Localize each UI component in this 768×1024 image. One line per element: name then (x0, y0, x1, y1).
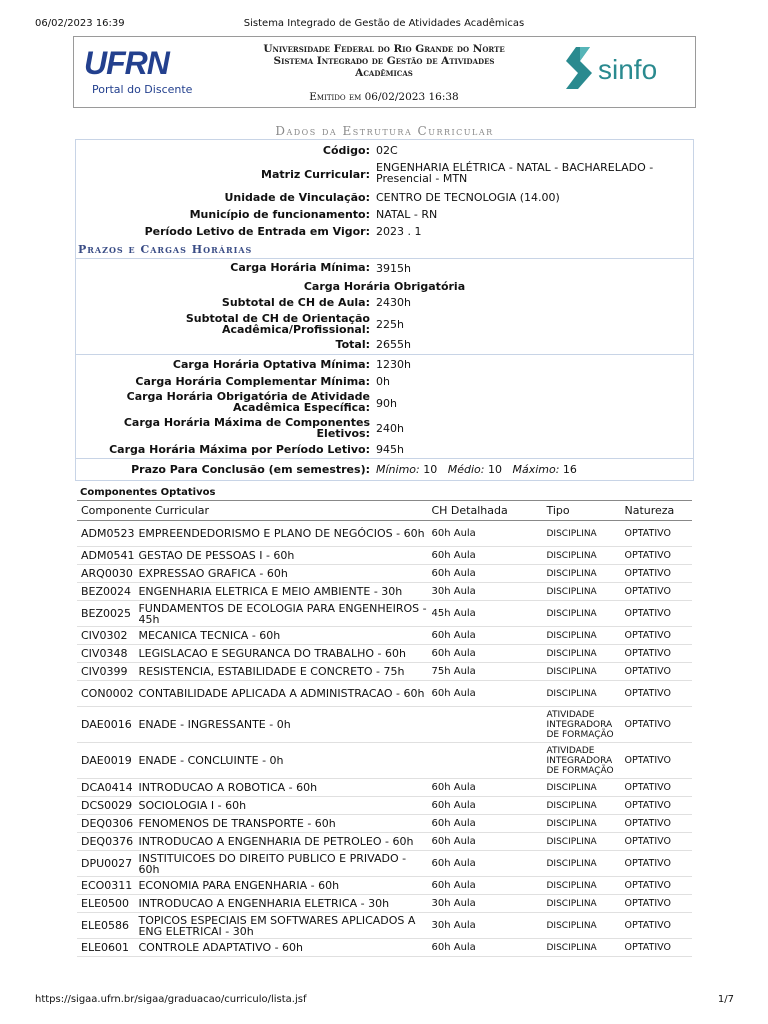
print-header (0, 14, 768, 34)
subtotal-orient-value: 225h (376, 318, 404, 331)
prazo-block (75, 459, 694, 481)
componentes-title: Componentes Optativos (80, 487, 216, 498)
prazo-med-value: 10 (487, 463, 502, 476)
component-name: SOCIOLOGIA I - 60h (134, 797, 427, 815)
emission-date (224, 91, 544, 103)
component-ch: 30h Aula (427, 583, 542, 601)
max-periodo-value: 945h (376, 443, 404, 456)
institution-line-2: Sistema Integrado de Gestão de Atividades (273, 55, 495, 67)
ch-minima-label: Carga Horária Mínima: (230, 261, 370, 274)
component-natureza: OPTATIVO (620, 627, 692, 645)
component-name: ECONOMIA PARA ENGENHARIA - 60h (134, 877, 427, 895)
component-code: DEQ0306 (77, 815, 134, 833)
table-row (77, 681, 692, 707)
total-label: Total: (335, 338, 370, 351)
component-natureza: OPTATIVO (620, 645, 692, 663)
emission-value: 06/02/2023 16:38 (364, 91, 459, 103)
component-tipo: ATIVIDADE INTEGRADORA DE FORMAÇÃO (542, 707, 620, 743)
component-tipo: DISCIPLINA (542, 663, 620, 681)
emission-prefix: Emitido em (309, 91, 362, 103)
component-name: INTRODUCAO A ROBOTICA - 60h (134, 779, 427, 797)
component-name: FUNDAMENTOS DE ECOLOGIA PARA ENGENHEIROS - 45h (134, 601, 427, 627)
sinfo-logo-icon (562, 43, 677, 93)
component-code: ELE0601 (77, 939, 134, 957)
component-name: ENADE - INGRESSANTE - 0h (134, 707, 427, 743)
obrig-atividade-label-2: Acadêmica Específica: (233, 401, 370, 414)
matriz-value-line-2: Presencial - MTN (376, 172, 468, 185)
component-natureza: OPTATIVO (620, 797, 692, 815)
divider (76, 258, 693, 259)
subtotal-orient-label (70, 313, 370, 335)
component-tipo: DISCIPLINA (542, 851, 620, 877)
subtotal-aula-label: Subtotal de CH de Aula: (221, 296, 370, 309)
periodo-value: 2023 . 1 (376, 225, 422, 238)
component-tipo: DISCIPLINA (542, 601, 620, 627)
component-tipo: DISCIPLINA (542, 681, 620, 707)
col-tipo: Tipo (542, 501, 620, 521)
component-name: INSTITUICOES DO DIREITO PUBLICO E PRIVADO - 60h (134, 851, 427, 877)
component-code: DAE0019 (77, 743, 134, 779)
max-eletivos-label (70, 417, 370, 439)
codigo-label: Código: (322, 144, 370, 157)
component-name: INTRODUCAO A ENGENHARIA DE PETROLEO - 60h (134, 833, 427, 851)
table-row (77, 707, 692, 743)
print-footer (0, 994, 768, 1014)
component-name: MECANICA TECNICA - 60h (134, 627, 427, 645)
component-ch: 60h Aula (427, 521, 542, 547)
max-periodo-label: Carga Horária Máxima por Período Letivo: (109, 443, 370, 456)
municipio-value: NATAL - RN (376, 208, 438, 221)
component-natureza: OPTATIVO (620, 743, 692, 779)
institution-name (224, 43, 544, 79)
component-natureza: OPTATIVO (620, 779, 692, 797)
curricular-info (75, 139, 694, 459)
componentes-body (77, 521, 692, 957)
component-name: CONTROLE ADAPTATIVO - 60h (134, 939, 427, 957)
component-ch: 30h Aula (427, 913, 542, 939)
component-natureza: OPTATIVO (620, 601, 692, 627)
prazo-min-value: 10 (423, 463, 438, 476)
obrig-atividade-label (70, 391, 370, 413)
component-ch: 60h Aula (427, 565, 542, 583)
print-datetime: 06/02/2023 16:39 (35, 18, 125, 29)
divider (76, 354, 693, 355)
component-code: ARQ0030 (77, 565, 134, 583)
matriz-value-line-1: ENGENHARIA ELÉTRICA - NATAL - BACHARELADO - (376, 161, 654, 174)
institution-header (73, 36, 696, 108)
component-code: DPU0027 (77, 851, 134, 877)
component-natureza: OPTATIVO (620, 565, 692, 583)
component-tipo: DISCIPLINA (542, 583, 620, 601)
component-code: CIV0399 (77, 663, 134, 681)
component-code: BEZ0025 (77, 601, 134, 627)
sinfo-text: sinfo (598, 54, 658, 85)
component-natureza: OPTATIVO (620, 877, 692, 895)
component-tipo: DISCIPLINA (542, 913, 620, 939)
table-row (77, 851, 692, 877)
table-row (77, 663, 692, 681)
print-url: https://sigaa.ufrn.br/sigaa/graduacao/curriculo/lista.jsf (35, 994, 307, 1005)
complementar-min-label: Carga Horária Complementar Mínima: (135, 375, 370, 388)
ch-obrigatoria-title: Carga Horária Obrigatória (303, 280, 466, 293)
obrig-atividade-value: 90h (376, 397, 397, 410)
component-natureza: OPTATIVO (620, 913, 692, 939)
component-name: GESTAO DE PESSOAS I - 60h (134, 547, 427, 565)
institution-line-1: Universidade Federal do Rio Grande do Norte (263, 43, 505, 55)
obrig-atividade-label-1: Carga Horária Obrigatória de Atividade (126, 390, 370, 403)
matriz-label: Matriz Curricular: (261, 168, 370, 181)
component-code: CIV0348 (77, 645, 134, 663)
component-name: EXPRESSAO GRAFICA - 60h (134, 565, 427, 583)
unidade-value: CENTRO DE TECNOLOGIA (14.00) (376, 191, 560, 204)
component-ch: 60h Aula (427, 547, 542, 565)
component-tipo: ATIVIDADE INTEGRADORA DE FORMAÇÃO (542, 743, 620, 779)
component-natureza: OPTATIVO (620, 521, 692, 547)
table-row (77, 601, 692, 627)
component-ch: 60h Aula (427, 877, 542, 895)
component-ch: 60h Aula (427, 833, 542, 851)
component-ch: 60h Aula (427, 627, 542, 645)
component-ch: 60h Aula (427, 797, 542, 815)
prazo-max-value: 16 (562, 463, 577, 476)
component-natureza: OPTATIVO (620, 895, 692, 913)
component-natureza: OPTATIVO (620, 833, 692, 851)
component-code: DAE0016 (77, 707, 134, 743)
component-code: ELE0586 (77, 913, 134, 939)
table-row (77, 815, 692, 833)
table-row (77, 939, 692, 957)
component-tipo: DISCIPLINA (542, 895, 620, 913)
component-code: DEQ0376 (77, 833, 134, 851)
optativa-min-value: 1230h (376, 358, 411, 371)
component-name: LEGISLACAO E SEGURANCA DO TRABALHO - 60h (134, 645, 427, 663)
component-tipo: DISCIPLINA (542, 521, 620, 547)
component-ch: 45h Aula (427, 601, 542, 627)
print-title: Sistema Integrado de Gestão de Atividades Acadêmicas (243, 18, 525, 29)
component-natureza: OPTATIVO (620, 663, 692, 681)
table-row (77, 833, 692, 851)
component-code: ELE0500 (77, 895, 134, 913)
component-code: BEZ0024 (77, 583, 134, 601)
component-name: EMPREENDEDORISMO E PLANO DE NEGÓCIOS - 60h (134, 521, 427, 547)
sinfo-mark (566, 47, 592, 89)
component-name: INTRODUCAO A ENGENHARIA ELETRICA - 30h (134, 895, 427, 913)
table-row (77, 895, 692, 913)
table-row (77, 743, 692, 779)
component-tipo: DISCIPLINA (542, 815, 620, 833)
component-code: CIV0302 (77, 627, 134, 645)
table-row (77, 913, 692, 939)
component-ch: 60h Aula (427, 681, 542, 707)
component-name: ENGENHARIA ELETRICA E MEIO AMBIENTE - 30h (134, 583, 427, 601)
component-code: DCA0414 (77, 779, 134, 797)
portal-label: Portal do Discente (92, 83, 193, 96)
component-name: RESISTENCIA, ESTABILIDADE E CONCRETO - 75h (134, 663, 427, 681)
max-eletivos-value: 240h (376, 422, 404, 435)
max-eletivos-label-1: Carga Horária Máxima de Componentes (123, 416, 370, 429)
table-row (77, 877, 692, 895)
complementar-min-value: 0h (376, 375, 390, 388)
table-row (77, 565, 692, 583)
prazo-min-label: Mínimo: (376, 463, 420, 476)
component-name: FENOMENOS DE TRANSPORTE - 60h (134, 815, 427, 833)
ch-minima-value: 3915h (376, 262, 411, 275)
col-componente: Componente Curricular (77, 501, 427, 521)
component-tipo: DISCIPLINA (542, 627, 620, 645)
col-ch: CH Detalhada (427, 501, 542, 521)
component-name: CONTABILIDADE APLICADA A ADMINISTRACAO - 60h (134, 681, 427, 707)
table-header-row (77, 501, 692, 521)
table-row (77, 797, 692, 815)
component-ch (427, 743, 542, 779)
subtotal-orient-label-2: Acadêmica/Profissional: (221, 323, 370, 336)
prazos-subtitle: Prazos e Cargas Horárias (78, 243, 253, 256)
max-eletivos-label-2: Eletivos: (316, 427, 370, 440)
component-natureza: OPTATIVO (620, 583, 692, 601)
subtotal-orient-label-1: Subtotal de CH de Orientação (185, 312, 370, 325)
table-row (77, 583, 692, 601)
ufrn-logo (82, 43, 212, 99)
print-page-number: 1/7 (717, 994, 734, 1005)
component-tipo: DISCIPLINA (542, 797, 620, 815)
optativa-min-label: Carga Horária Optativa Mínima: (172, 358, 370, 371)
component-natureza: OPTATIVO (620, 547, 692, 565)
component-tipo: DISCIPLINA (542, 877, 620, 895)
component-ch: 30h Aula (427, 895, 542, 913)
component-natureza: OPTATIVO (620, 939, 692, 957)
section-title: Dados da Estrutura Curricular (275, 124, 494, 138)
periodo-label: Período Letivo de Entrada em Vigor: (144, 225, 370, 238)
component-code: ADM0541 (77, 547, 134, 565)
table-row (77, 521, 692, 547)
component-natureza: OPTATIVO (620, 815, 692, 833)
component-tipo: DISCIPLINA (542, 565, 620, 583)
component-code: DCS0029 (77, 797, 134, 815)
component-ch: 60h Aula (427, 645, 542, 663)
component-ch (427, 707, 542, 743)
component-tipo: DISCIPLINA (542, 645, 620, 663)
table-row (77, 779, 692, 797)
component-code: ADM0523 (77, 521, 134, 547)
component-natureza: OPTATIVO (620, 681, 692, 707)
component-name: ENADE - CONCLUINTE - 0h (134, 743, 427, 779)
subtotal-aula-value: 2430h (376, 296, 411, 309)
componentes-table (77, 500, 692, 957)
table-row (77, 645, 692, 663)
component-ch: 60h Aula (427, 939, 542, 957)
component-tipo: DISCIPLINA (542, 779, 620, 797)
unidade-label: Unidade de Vinculação: (224, 191, 370, 204)
component-natureza: OPTATIVO (620, 707, 692, 743)
institution-line-3: Acadêmicas (355, 67, 413, 79)
table-row (77, 547, 692, 565)
component-name: TOPICOS ESPECIAIS EM SOFTWARES APLICADOS A ENG ELETRICAI - 30h (134, 913, 427, 939)
component-tipo: DISCIPLINA (542, 547, 620, 565)
component-ch: 60h Aula (427, 851, 542, 877)
ufrn-logo-text: UFRN (84, 45, 169, 81)
component-ch: 75h Aula (427, 663, 542, 681)
component-code: ECO0311 (77, 877, 134, 895)
codigo-value: 02C (376, 144, 398, 157)
prazo-max-label: Máximo: (512, 463, 560, 476)
component-tipo: DISCIPLINA (542, 939, 620, 957)
prazo-values (376, 464, 676, 475)
col-natureza: Natureza (620, 501, 692, 521)
matriz-value (376, 162, 676, 184)
municipio-label: Município de funcionamento: (189, 208, 370, 221)
prazo-label: Prazo Para Conclusão (em semestres): (131, 463, 370, 476)
ufrn-logo-icon (82, 43, 212, 83)
component-ch: 60h Aula (427, 779, 542, 797)
component-tipo: DISCIPLINA (542, 833, 620, 851)
component-code: CON0002 (77, 681, 134, 707)
prazo-med-label: Médio: (447, 463, 485, 476)
table-row (77, 627, 692, 645)
component-ch: 60h Aula (427, 815, 542, 833)
total-value: 2655h (376, 338, 411, 351)
component-natureza: OPTATIVO (620, 851, 692, 877)
